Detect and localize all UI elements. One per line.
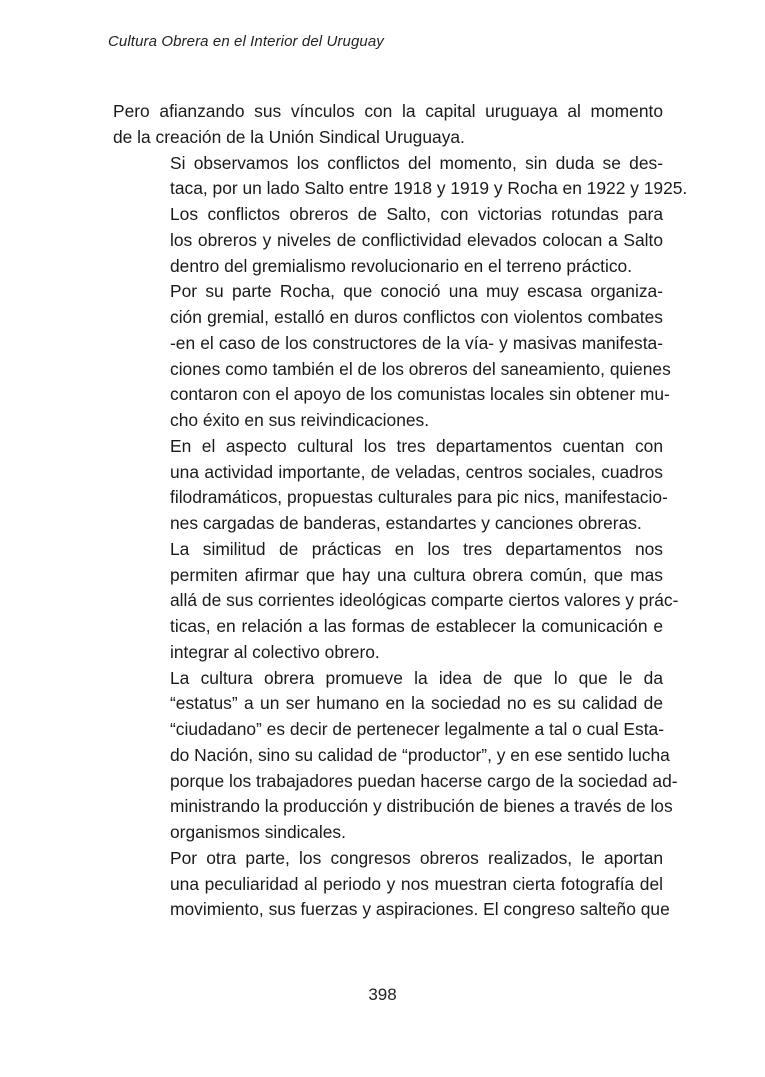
text-line: “estatus” a un ser humano en la sociedad no es su calidad de [170, 693, 663, 714]
text-line: movimiento, sus fuerzas y aspiraciones. El congreso salteño que [170, 899, 670, 920]
text-line: -en el caso de los constructores de la vía- y masivas manifesta- [170, 332, 663, 353]
text-line: allá de sus corrientes ideológicas comparte ciertos valores y prác- [170, 590, 679, 611]
paragraph [113, 99, 663, 151]
text-line: integrar al colectivo obrero. [170, 641, 380, 662]
paragraph [113, 434, 668, 537]
text-line: “ciudadano” es decir de pertenecer legalmente a tal o cual Esta- [170, 719, 664, 739]
text-line: organismos sindicales. [170, 822, 346, 842]
text-line: La cultura obrera promueve la idea de que lo que le da [170, 667, 663, 688]
text-line: los obreros y niveles de conflictividad elevados colocan a Salto [170, 229, 663, 250]
text-line: dentro del gremialismo revolucionario en el terreno práctico. [170, 255, 633, 276]
paragraph [113, 846, 670, 923]
text-line: ción gremial, estalló en duros conflictos con violentos combates [170, 307, 663, 327]
text-line: una actividad importante, de veladas, centros sociales, cuadros [170, 461, 663, 482]
paragraph [113, 279, 671, 434]
paragraph [113, 202, 663, 279]
text-line: Por su parte Rocha, que conoció una muy escasa organiza- [170, 281, 663, 302]
text-line: Si observamos los conflictos del momento, sin duda se des- [170, 152, 663, 173]
text-line: cho éxito en sus reivindicaciones. [170, 410, 430, 430]
text-line: En el aspecto cultural los tres departamentos cuentan con [170, 435, 663, 456]
text-line: permiten afirmar que hay una cultura obrera común, que mas [170, 564, 663, 585]
text-line: La similitud de prácticas en los tres departamentos nos [170, 538, 663, 559]
page-number: 398 [368, 985, 397, 1004]
text-line: taca, por un lado Salto entre 1918 y 1919 y Rocha en 1922 y 1925. [170, 178, 688, 199]
text-line: ticas, en relación a las formas de establecer la comunicación e [170, 616, 663, 636]
text-line: nes cargadas de banderas, estandartes y canciones obreras. [170, 513, 642, 533]
text-line: de la creación de la Unión Sindical Uruguaya. [113, 126, 465, 147]
text-line: Pero afianzando sus vínculos con la capital uruguaya al momento [113, 101, 663, 121]
paragraph [113, 666, 678, 846]
text-line: do Nación, sino su calidad de “productor”, y en ese sentido lucha [170, 744, 670, 765]
paragraph [113, 537, 679, 666]
text-line: contaron con el apoyo de los comunistas locales sin obtener mu- [170, 384, 670, 405]
text-line: una peculiaridad al periodo y nos muestran cierta fotografía del [170, 873, 663, 894]
text-line: porque los trabajadores puedan hacerse cargo de la sociedad ad- [170, 770, 678, 791]
text-line: ciones como también el de los obreros del saneamiento, quienes [170, 358, 671, 379]
text-line: Los conflictos obreros de Salto, con victorias rotundas para [170, 204, 663, 224]
text-line: Por otra parte, los congresos obreros realizados, le aportan [170, 847, 663, 868]
running-header-title: Cultura Obrera en el Interior del Uruguay [108, 33, 384, 50]
body-text [113, 99, 688, 923]
paragraph [113, 151, 688, 203]
text-line: ministrando la producción y distribución de bienes a través de los [170, 796, 673, 817]
text-line: filodramáticos, propuestas culturales para pic nics, manifestacio- [170, 487, 668, 508]
